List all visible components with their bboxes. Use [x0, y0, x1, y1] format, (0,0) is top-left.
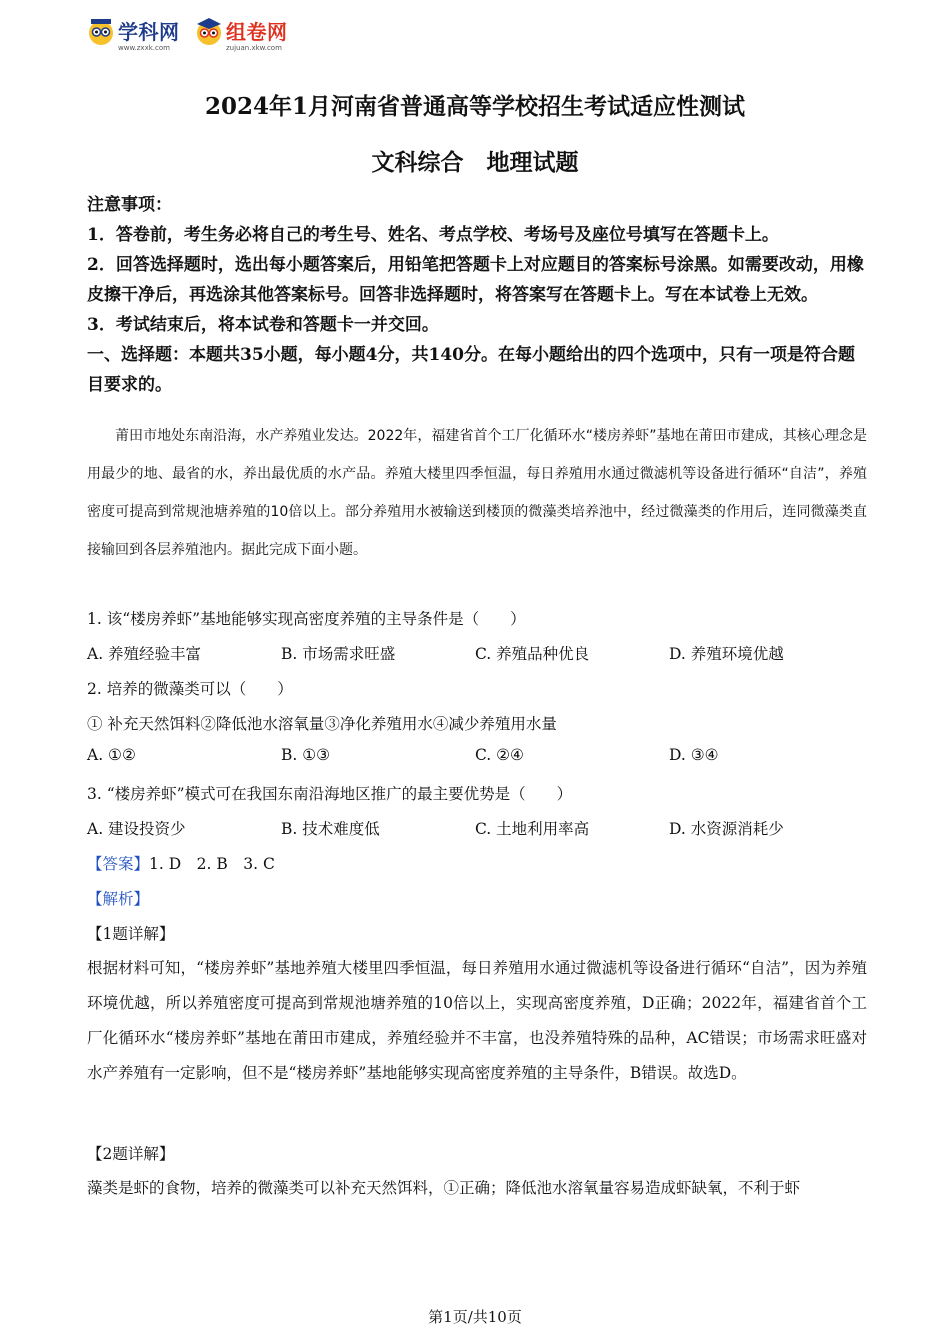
brand-zujuan-url: zujuan.xkw.com [226, 44, 282, 52]
option-c: C. 土地利用率高 [475, 820, 590, 838]
detail-1-label: 【1题详解】 [87, 925, 175, 943]
brand-zujuan: 组卷网 [226, 20, 288, 44]
option-a: A. 养殖经验丰富 [87, 645, 202, 663]
answer-line [87, 852, 275, 874]
options-row [87, 746, 867, 776]
question-choices-list: ① 补充天然饵料②降低池水溶氧量③净化养殖用水④减少养殖用水量 [87, 715, 557, 733]
answer-text: 1. D 2. B 3. C [149, 855, 275, 873]
option-d: D. 水资源消耗少 [669, 820, 784, 838]
option-d: D. 养殖环境优越 [669, 645, 784, 663]
notice-item: 3．考试结束后，将本试卷和答题卡一并交回。 [87, 315, 439, 335]
detail-2-label: 【2题详解】 [87, 1145, 175, 1163]
question-stem: 2. 培养的微藻类可以（ ） [87, 680, 293, 698]
options-row [87, 817, 867, 847]
section-heading: 一、选择题：本题共35小题，每小题4分，共140分。在每小题给出的四个选项中，只有一项是符合题目要求的。 [87, 345, 855, 395]
option-b: B. ①③ [281, 746, 331, 764]
option-d: D. ③④ [669, 746, 719, 764]
page-subtitle: 文科综合 地理试题 [371, 149, 579, 176]
option-c: C. ②④ [475, 746, 524, 764]
detail-2-text: 藻类是虾的食物，培养的微藻类可以补充天然饵料，①正确；降低池水溶氧量容易造成虾缺氧，不利于虾 [87, 1179, 801, 1197]
notice-heading: 注意事项： [87, 195, 172, 215]
page-title: 2024年1月河南省普通高等学校招生考试适应性测试 [204, 93, 746, 120]
option-a: A. ①② [87, 746, 136, 764]
zxxk-mascot-icon [86, 16, 116, 46]
options-row [87, 642, 867, 672]
analysis-label: 【解析】 [87, 890, 150, 908]
material-paragraph: 莆田市地处东南沿海，水产养殖业发达。2022年，福建省首个工厂化循环水“楼房养虾”基地在莆田市建成，其核心理念是用最少的地、最省的水，养出最优质的水产品。养殖大楼里四季恒温，每日养殖用水通过微滤机等设备进行循环“自洁”，养殖密度可提高到常规池塘养殖的10倍以上。部分养殖用水被输送到楼顶的微藻类培养池中，经过微藻类的作用后，连同微藻类直接输回到各层养殖池内。据此完成下面小题。 [87, 428, 867, 558]
brand-zxxk-url: www.zxxk.com [118, 44, 170, 52]
zujuan-mascot-icon [194, 16, 224, 46]
header-logo [86, 14, 306, 58]
detail-1-text: 根据材料可知，“楼房养虾”基地养殖大楼里四季恒温，每日养殖用水通过微滤机等设备进行循环“自洁”，因为养殖环境优越，所以养殖密度可提高到常规池塘养殖的10倍以上，实现高密度养殖，D正确；2022年，福建省首个工厂化循环水“楼房养虾”基地在莆田市建成，养殖经验并不丰富，也没养殖特殊的品种，AC错误；市场需求旺盛对水产养殖有一定影响，但不是“楼房养虾”基地能够实现高密度养殖的主导条件，B错误。故选D。 [87, 959, 867, 1082]
option-b: B. 市场需求旺盛 [281, 645, 396, 663]
option-b: B. 技术难度低 [281, 820, 380, 838]
option-a: A. 建设投资少 [87, 820, 186, 838]
brand-zxxk: 学科网 [118, 20, 180, 44]
option-c: C. 养殖品种优良 [475, 645, 590, 663]
notice-section [87, 190, 867, 400]
answer-label: 【答案】 [87, 855, 150, 873]
notice-item: 2．回答选择题时，选出每小题答案后，用铅笔把答题卡上对应题目的答案标号涂黑。如需要改动，用橡皮擦干净后，再选涂其他答案标号。回答非选择题时，将答案写在答题卡上。写在本试卷上无效。 [87, 255, 864, 305]
page-footer: 第1页/共10页 [428, 1308, 522, 1326]
question-stem: 3. “楼房养虾”模式可在我国东南沿海地区推广的最主要优势是（ ） [87, 785, 573, 803]
question-stem: 1. 该“楼房养虾”基地能够实现高密度养殖的主导条件是（ ） [87, 610, 526, 628]
notice-item: 1．答卷前，考生务必将自己的考生号、姓名、考点学校、考场号及座位号填写在答题卡上。 [87, 225, 779, 245]
